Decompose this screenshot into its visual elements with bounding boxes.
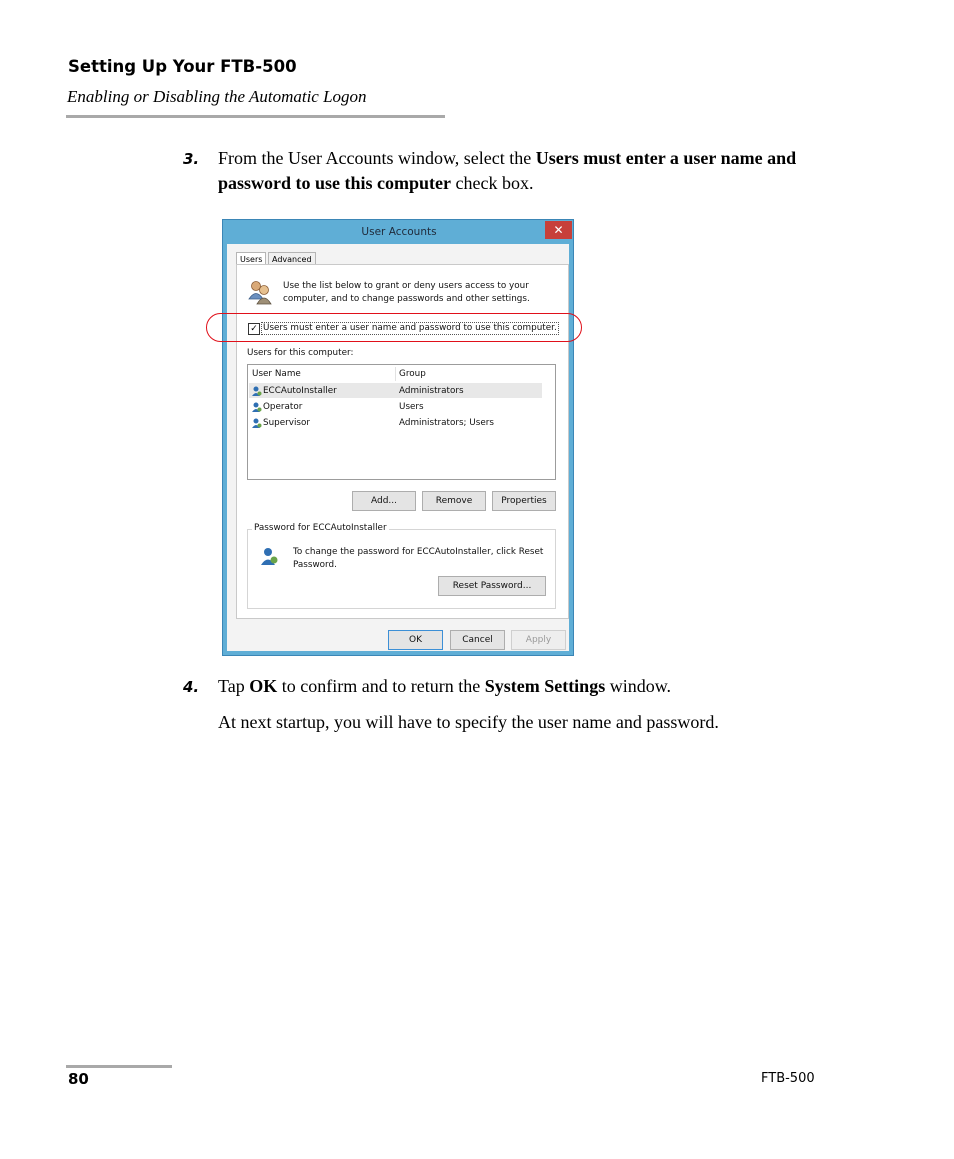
tab-users[interactable]: Users <box>236 252 266 267</box>
remove-button[interactable]: Remove <box>422 491 486 511</box>
users-list[interactable] <box>247 364 556 480</box>
apply-button[interactable]: Apply <box>511 630 566 650</box>
user-name-cell: ECCAutoInstaller <box>263 386 337 396</box>
cancel-button[interactable]: Cancel <box>450 630 505 650</box>
user-accounts-dialog <box>222 219 574 656</box>
step-number-3: 3. <box>183 150 200 168</box>
column-header-group[interactable]: Group <box>399 369 426 379</box>
column-separator <box>395 367 396 381</box>
users-group-icon <box>247 279 273 305</box>
checkbox-highlight-annotation <box>206 313 582 342</box>
dialog-body <box>227 244 569 651</box>
step-4-note: At next startup, you will have to specify the user name and password. <box>218 712 719 732</box>
properties-button[interactable]: Properties <box>492 491 556 511</box>
header-divider <box>66 115 445 118</box>
ok-button[interactable]: OK <box>388 630 443 650</box>
footer-model: FTB-500 <box>761 1071 815 1086</box>
password-help-text: To change the password for ECCAutoInstaller, click Reset Password. <box>293 547 544 570</box>
column-header-user-name[interactable]: User Name <box>252 369 301 379</box>
tab-advanced[interactable]: Advanced <box>268 252 316 266</box>
dialog-title: User Accounts <box>361 226 437 238</box>
table-row[interactable] <box>252 383 542 399</box>
password-groupbox <box>247 523 556 609</box>
require-password-label[interactable]: Users must enter a user name and password to use this computer. <box>263 323 557 333</box>
user-name-cell: Operator <box>263 402 303 412</box>
footer-divider <box>66 1065 172 1068</box>
group-cell: Administrators; Users <box>399 418 494 428</box>
table-row[interactable] <box>252 399 542 415</box>
intro-text: Use the list below to grant or deny users access to your computer, and to change passwords and other settings. <box>283 281 530 304</box>
password-group-label: Password for ECCAutoInstaller <box>254 523 387 533</box>
user-key-icon <box>260 547 280 567</box>
user-icon <box>252 402 262 412</box>
step-4-text: Tap OK to confirm and to return the System Settings window. <box>218 676 672 696</box>
users-list-label: Users for this computer: <box>247 348 354 358</box>
group-cell: Administrators <box>399 386 464 396</box>
user-icon <box>252 418 262 428</box>
add-button[interactable]: Add... <box>352 491 416 511</box>
user-icon <box>252 386 262 396</box>
require-password-checkbox[interactable]: ✓ <box>248 323 260 335</box>
group-cell: Users <box>399 402 424 412</box>
step-number-4: 4. <box>183 678 200 696</box>
user-name-cell: Supervisor <box>263 418 311 428</box>
page-number: 80 <box>68 1070 89 1088</box>
step-3-text: From the User Accounts window, select the Users must enter a user name and password to use this computer check box. <box>218 148 797 193</box>
page-header-title: Setting Up Your FTB-500 <box>68 57 297 76</box>
table-row[interactable] <box>252 415 542 431</box>
close-icon[interactable]: ✕ <box>545 221 572 239</box>
reset-password-button[interactable]: Reset Password... <box>438 576 546 596</box>
page-header-subtitle: Enabling or Disabling the Automatic Logon <box>67 87 367 106</box>
